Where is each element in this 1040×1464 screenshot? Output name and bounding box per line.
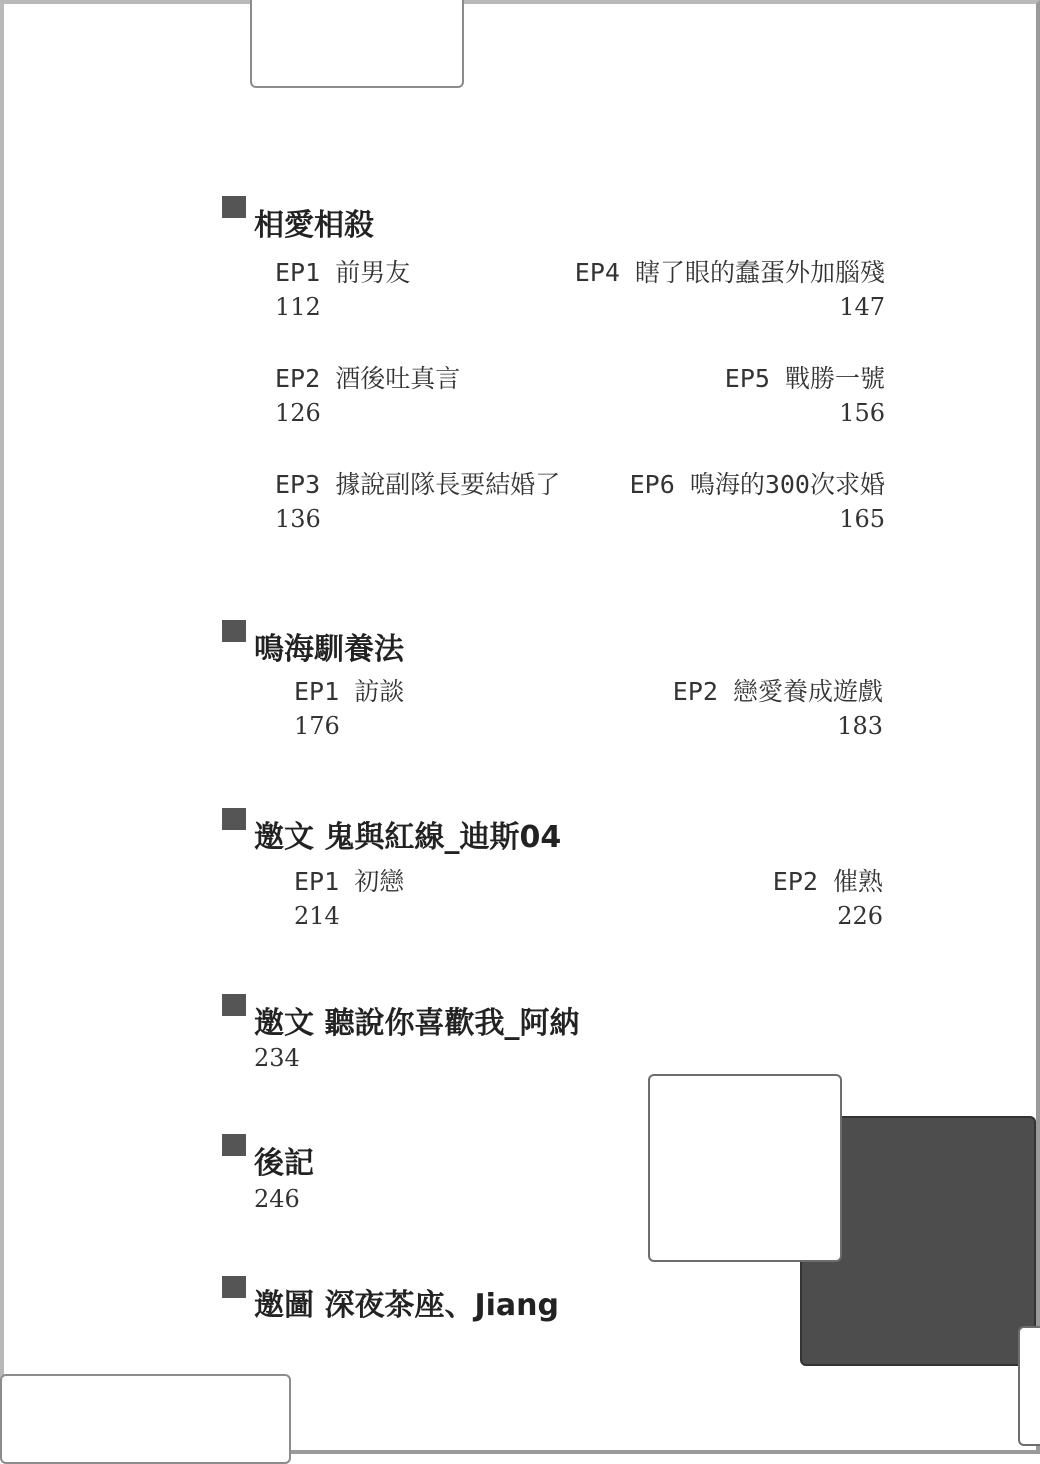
toc-entry[interactable] [725,362,885,430]
entry-page: 214 [294,902,340,930]
section-title: 鳴海馴養法 [254,632,404,667]
toc-entry[interactable] [773,865,883,933]
section-title: 邀文 鬼與紅線_迪斯04 [254,820,562,855]
section-marker [222,808,246,830]
section-title: 邀圖 深夜茶座、Jiang [254,1288,559,1323]
toc-entry[interactable] [275,256,410,324]
entry-page: 226 [837,902,883,930]
entry-page: 156 [839,399,885,427]
entry-page: 112 [275,293,321,321]
entry-page: 136 [275,505,321,533]
entry-page: 126 [275,399,321,427]
section-page: 246 [254,1185,300,1213]
decor-box-right-edge [1018,1326,1040,1446]
entry-title: EP1 訪談 [294,677,405,706]
entry-page: 147 [839,293,885,321]
toc-entry[interactable] [294,865,404,933]
decor-white-box [648,1074,842,1262]
section-title: 後記 [254,1146,314,1181]
section-page: 234 [254,1044,300,1072]
section-marker [222,620,246,642]
entry-page: 183 [837,712,883,740]
section-marker [222,994,246,1016]
toc-entry[interactable] [275,362,460,430]
entry-page: 176 [294,712,340,740]
toc-entry[interactable] [630,468,885,536]
entry-title: EP2 酒後吐真言 [275,364,461,393]
entry-title: EP6 鳴海的300次求婚 [629,470,885,499]
section-title: 相愛相殺 [254,208,374,243]
entry-title: EP1 初戀 [294,867,405,896]
toc-entry[interactable] [673,675,883,743]
entry-page: 165 [839,505,885,533]
section-title: 邀文 聽說你喜歡我_阿納 [254,1006,580,1041]
toc-entry[interactable] [575,256,885,324]
entry-title: EP5 戰勝一號 [724,364,885,393]
toc-entry[interactable] [275,468,560,536]
entry-title: EP1 前男友 [275,258,411,287]
entry-title: EP4 瞎了眼的蠢蛋外加腦殘 [574,258,885,287]
section-marker [222,1134,246,1156]
decor-box-top [250,0,464,88]
section-marker [222,196,246,218]
section-marker [222,1276,246,1298]
decor-box-bottom-left [0,1374,291,1464]
entry-title: EP3 據說副隊長要結婚了 [275,470,561,499]
entry-title: EP2 催熟 [772,867,883,896]
toc-entry[interactable] [294,675,404,743]
entry-title: EP2 戀愛養成遊戲 [672,677,883,706]
